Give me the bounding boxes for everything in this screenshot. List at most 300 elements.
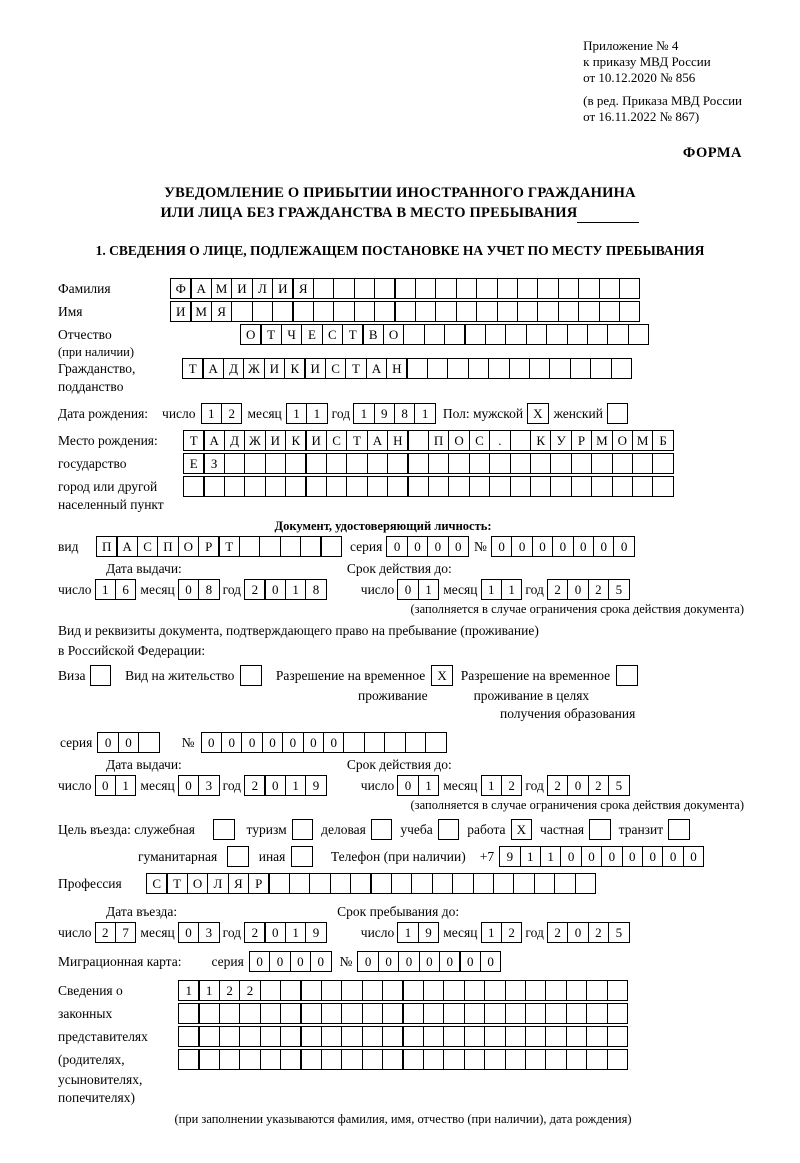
char-cell[interactable] [289, 873, 311, 894]
char-cell[interactable]: 9 [305, 922, 327, 943]
char-cell[interactable] [260, 1026, 282, 1047]
char-cell[interactable] [350, 873, 372, 894]
char-cell[interactable]: 0 [282, 732, 304, 753]
char-cell[interactable] [364, 732, 386, 753]
char-cell[interactable]: 2 [239, 980, 261, 1001]
char-cell[interactable] [402, 1026, 424, 1047]
char-cell[interactable]: 1 [481, 579, 503, 600]
char-cell[interactable] [423, 1026, 445, 1047]
char-cell[interactable] [566, 1049, 588, 1070]
char-cell[interactable] [587, 324, 609, 345]
char-cell[interactable]: А [190, 278, 212, 299]
char-cell[interactable]: К [285, 430, 307, 451]
char-cell[interactable] [485, 324, 507, 345]
char-cell[interactable]: П [428, 430, 450, 451]
char-cell[interactable] [545, 980, 567, 1001]
entry-year-input[interactable] [244, 922, 327, 943]
char-cell[interactable] [464, 1026, 486, 1047]
char-cell[interactable]: 0 [448, 536, 470, 557]
char-cell[interactable] [354, 301, 376, 322]
char-cell[interactable]: 0 [397, 579, 419, 600]
char-cell[interactable] [260, 1049, 282, 1070]
char-cell[interactable]: Т [166, 873, 188, 894]
char-cell[interactable] [231, 301, 253, 322]
char-cell[interactable]: 1 [540, 846, 562, 867]
char-cell[interactable]: Т [342, 324, 364, 345]
char-cell[interactable] [534, 873, 556, 894]
char-cell[interactable]: Т [260, 324, 282, 345]
char-cell[interactable] [300, 1026, 322, 1047]
char-cell[interactable] [260, 980, 282, 1001]
char-cell[interactable] [443, 1049, 465, 1070]
char-cell[interactable]: 2 [547, 922, 569, 943]
char-cell[interactable] [484, 1003, 506, 1024]
char-cell[interactable] [464, 1049, 486, 1070]
char-cell[interactable]: Ч [281, 324, 303, 345]
char-cell[interactable]: 1 [285, 922, 307, 943]
char-cell[interactable]: 2 [221, 403, 243, 424]
char-cell[interactable] [525, 980, 547, 1001]
char-cell[interactable]: 0 [357, 951, 379, 972]
char-cell[interactable] [575, 873, 597, 894]
char-cell[interactable] [244, 453, 266, 474]
char-cell[interactable]: 0 [419, 951, 441, 972]
char-cell[interactable]: 2 [547, 579, 569, 600]
char-cell[interactable]: 8 [305, 579, 327, 600]
char-cell[interactable] [549, 358, 571, 379]
char-cell[interactable]: 9 [305, 775, 327, 796]
char-cell[interactable]: 0 [480, 951, 502, 972]
char-cell[interactable] [362, 1026, 384, 1047]
char-cell[interactable] [489, 476, 511, 497]
char-cell[interactable]: Т [183, 430, 205, 451]
char-cell[interactable]: 0 [398, 951, 420, 972]
temp-residence-checkbox[interactable]: X [431, 665, 453, 686]
char-cell[interactable] [402, 1003, 424, 1024]
char-cell[interactable] [362, 1049, 384, 1070]
char-cell[interactable]: Ф [170, 278, 192, 299]
stay-valid-month-input[interactable] [481, 775, 523, 796]
char-cell[interactable]: 8 [198, 579, 220, 600]
char-cell[interactable]: О [240, 324, 262, 345]
char-cell[interactable]: 9 [418, 922, 440, 943]
char-cell[interactable]: 0 [178, 775, 200, 796]
stay-valid-day-input[interactable] [397, 775, 439, 796]
char-cell[interactable] [619, 301, 641, 322]
char-cell[interactable] [183, 476, 205, 497]
char-cell[interactable] [652, 453, 674, 474]
char-cell[interactable]: С [322, 324, 344, 345]
char-cell[interactable]: О [612, 430, 634, 451]
char-cell[interactable] [326, 453, 348, 474]
char-cell[interactable]: К [530, 430, 552, 451]
entry-to-year-input[interactable] [547, 922, 630, 943]
char-cell[interactable]: 0 [491, 536, 513, 557]
char-cell[interactable]: 2 [95, 922, 117, 943]
char-cell[interactable] [239, 1003, 261, 1024]
char-cell[interactable] [239, 536, 261, 557]
char-cell[interactable] [285, 476, 307, 497]
char-cell[interactable] [423, 1003, 445, 1024]
char-cell[interactable] [305, 453, 327, 474]
char-cell[interactable] [493, 873, 515, 894]
char-cell[interactable]: С [146, 873, 168, 894]
char-cell[interactable] [343, 732, 365, 753]
char-cell[interactable] [632, 453, 654, 474]
char-cell[interactable]: 0 [264, 922, 286, 943]
char-cell[interactable]: 0 [178, 922, 200, 943]
char-cell[interactable] [505, 1026, 527, 1047]
char-cell[interactable] [526, 324, 548, 345]
char-cell[interactable]: . [489, 430, 511, 451]
char-cell[interactable] [411, 873, 433, 894]
char-cell[interactable]: 9 [374, 403, 396, 424]
char-cell[interactable] [510, 430, 532, 451]
representatives-line-2-input[interactable] [178, 1003, 628, 1024]
char-cell[interactable] [578, 301, 600, 322]
char-cell[interactable] [444, 324, 466, 345]
char-cell[interactable] [468, 358, 490, 379]
char-cell[interactable]: 1 [481, 922, 503, 943]
char-cell[interactable] [473, 873, 495, 894]
char-cell[interactable]: 1 [285, 775, 307, 796]
char-cell[interactable] [599, 301, 621, 322]
char-cell[interactable]: 1 [414, 403, 436, 424]
char-cell[interactable]: 1 [520, 846, 542, 867]
char-cell[interactable]: 1 [286, 403, 308, 424]
char-cell[interactable] [586, 980, 608, 1001]
char-cell[interactable]: 0 [178, 579, 200, 600]
char-cell[interactable]: Р [198, 536, 220, 557]
char-cell[interactable]: 5 [608, 922, 630, 943]
char-cell[interactable]: Т [346, 430, 368, 451]
purpose-service-checkbox[interactable] [213, 819, 235, 840]
char-cell[interactable] [292, 301, 314, 322]
char-cell[interactable] [428, 453, 450, 474]
char-cell[interactable] [632, 476, 654, 497]
char-cell[interactable] [424, 324, 446, 345]
char-cell[interactable] [525, 1026, 547, 1047]
char-cell[interactable]: 0 [118, 732, 140, 753]
char-cell[interactable] [488, 358, 510, 379]
residence-permit-checkbox[interactable] [240, 665, 262, 686]
char-cell[interactable]: 0 [221, 732, 243, 753]
purpose-other-checkbox[interactable] [291, 846, 313, 867]
identity-series-input[interactable] [386, 536, 469, 557]
char-cell[interactable] [362, 980, 384, 1001]
char-cell[interactable] [259, 536, 281, 557]
char-cell[interactable]: 0 [269, 951, 291, 972]
char-cell[interactable] [513, 873, 535, 894]
stay-series-input[interactable] [97, 732, 159, 753]
char-cell[interactable]: 0 [201, 732, 223, 753]
visa-checkbox[interactable] [90, 665, 112, 686]
char-cell[interactable] [382, 1003, 404, 1024]
char-cell[interactable] [374, 301, 396, 322]
char-cell[interactable]: 1 [418, 579, 440, 600]
char-cell[interactable] [138, 732, 160, 753]
char-cell[interactable] [224, 453, 246, 474]
char-cell[interactable] [374, 278, 396, 299]
char-cell[interactable]: З [203, 453, 225, 474]
char-cell[interactable] [448, 453, 470, 474]
char-cell[interactable] [509, 358, 531, 379]
char-cell[interactable] [387, 453, 409, 474]
char-cell[interactable]: 0 [95, 775, 117, 796]
char-cell[interactable]: 1 [501, 579, 523, 600]
char-cell[interactable] [341, 980, 363, 1001]
char-cell[interactable] [529, 358, 551, 379]
char-cell[interactable] [505, 324, 527, 345]
char-cell[interactable] [239, 1026, 261, 1047]
char-cell[interactable]: 0 [323, 732, 345, 753]
char-cell[interactable]: 0 [407, 536, 429, 557]
char-cell[interactable] [427, 358, 449, 379]
char-cell[interactable] [382, 980, 404, 1001]
char-cell[interactable] [484, 1049, 506, 1070]
char-cell[interactable] [546, 324, 568, 345]
char-cell[interactable]: Ж [243, 358, 265, 379]
surname-input[interactable] [170, 278, 640, 299]
identity-issue-month-input[interactable] [178, 579, 220, 600]
purpose-tourism-checkbox[interactable] [292, 819, 314, 840]
char-cell[interactable]: 1 [198, 980, 220, 1001]
char-cell[interactable] [464, 324, 486, 345]
char-cell[interactable] [384, 732, 406, 753]
char-cell[interactable] [476, 278, 498, 299]
char-cell[interactable]: Л [252, 278, 274, 299]
char-cell[interactable]: Ж [244, 430, 266, 451]
sex-male-checkbox[interactable]: X [527, 403, 549, 424]
char-cell[interactable] [423, 1049, 445, 1070]
char-cell[interactable]: О [178, 536, 200, 557]
char-cell[interactable]: И [231, 278, 253, 299]
char-cell[interactable]: 0 [427, 536, 449, 557]
char-cell[interactable]: Л [207, 873, 229, 894]
char-cell[interactable]: А [367, 430, 389, 451]
char-cell[interactable]: Е [183, 453, 205, 474]
char-cell[interactable]: 2 [501, 775, 523, 796]
char-cell[interactable] [320, 536, 342, 557]
char-cell[interactable]: Б [652, 430, 674, 451]
char-cell[interactable]: Я [211, 301, 233, 322]
purpose-business-checkbox[interactable] [371, 819, 393, 840]
char-cell[interactable] [456, 301, 478, 322]
char-cell[interactable]: И [170, 301, 192, 322]
char-cell[interactable] [432, 873, 454, 894]
char-cell[interactable]: И [265, 430, 287, 451]
char-cell[interactable]: А [203, 430, 225, 451]
char-cell[interactable] [354, 278, 376, 299]
char-cell[interactable]: Р [248, 873, 270, 894]
char-cell[interactable] [452, 873, 474, 894]
char-cell[interactable]: 1 [353, 403, 375, 424]
char-cell[interactable] [619, 278, 641, 299]
char-cell[interactable] [545, 1049, 567, 1070]
char-cell[interactable] [652, 476, 674, 497]
char-cell[interactable]: 0 [601, 846, 623, 867]
char-cell[interactable] [586, 1026, 608, 1047]
char-cell[interactable]: 0 [262, 732, 284, 753]
char-cell[interactable]: 2 [588, 922, 610, 943]
char-cell[interactable] [607, 1003, 629, 1024]
char-cell[interactable] [611, 358, 633, 379]
char-cell[interactable] [425, 732, 447, 753]
char-cell[interactable] [178, 1003, 200, 1024]
name-input[interactable] [170, 301, 640, 322]
char-cell[interactable] [280, 1049, 302, 1070]
char-cell[interactable]: 0 [683, 846, 705, 867]
char-cell[interactable]: Т [182, 358, 204, 379]
char-cell[interactable] [300, 1049, 322, 1070]
char-cell[interactable] [443, 980, 465, 1001]
stay-issue-year-input[interactable] [244, 775, 327, 796]
char-cell[interactable]: П [157, 536, 179, 557]
char-cell[interactable]: Н [386, 358, 408, 379]
char-cell[interactable] [321, 1049, 343, 1070]
birthplace-line-3-input[interactable] [183, 476, 674, 497]
char-cell[interactable]: 0 [567, 579, 589, 600]
char-cell[interactable] [505, 1049, 527, 1070]
char-cell[interactable] [607, 1049, 629, 1070]
char-cell[interactable] [517, 278, 539, 299]
identity-valid-day-input[interactable] [397, 579, 439, 600]
purpose-transit-checkbox[interactable] [668, 819, 690, 840]
char-cell[interactable] [402, 1049, 424, 1070]
char-cell[interactable] [406, 358, 428, 379]
char-cell[interactable]: М [591, 430, 613, 451]
char-cell[interactable] [407, 453, 429, 474]
char-cell[interactable] [469, 453, 491, 474]
char-cell[interactable]: Я [292, 278, 314, 299]
char-cell[interactable]: 0 [532, 536, 554, 557]
char-cell[interactable] [178, 1049, 200, 1070]
stay-number-input[interactable] [201, 732, 447, 753]
stay-valid-year-input[interactable] [547, 775, 630, 796]
char-cell[interactable] [268, 873, 290, 894]
char-cell[interactable] [402, 980, 424, 1001]
char-cell[interactable]: А [202, 358, 224, 379]
char-cell[interactable]: 5 [608, 579, 630, 600]
identity-issue-year-input[interactable] [244, 579, 327, 600]
char-cell[interactable] [510, 453, 532, 474]
char-cell[interactable] [443, 1026, 465, 1047]
char-cell[interactable] [456, 278, 478, 299]
birth-day-input[interactable] [201, 403, 243, 424]
char-cell[interactable] [265, 453, 287, 474]
char-cell[interactable] [219, 1049, 241, 1070]
char-cell[interactable]: 1 [201, 403, 223, 424]
char-cell[interactable] [599, 278, 621, 299]
char-cell[interactable]: Т [218, 536, 240, 557]
char-cell[interactable] [554, 873, 576, 894]
char-cell[interactable] [224, 476, 246, 497]
char-cell[interactable] [326, 476, 348, 497]
char-cell[interactable] [178, 1026, 200, 1047]
char-cell[interactable] [525, 1003, 547, 1024]
entry-to-month-input[interactable] [481, 922, 523, 943]
char-cell[interactable] [280, 1003, 302, 1024]
char-cell[interactable] [387, 476, 409, 497]
char-cell[interactable] [260, 1003, 282, 1024]
char-cell[interactable] [367, 476, 389, 497]
char-cell[interactable]: 0 [264, 775, 286, 796]
char-cell[interactable] [203, 476, 225, 497]
char-cell[interactable] [333, 278, 355, 299]
char-cell[interactable] [198, 1049, 220, 1070]
char-cell[interactable]: А [116, 536, 138, 557]
char-cell[interactable] [300, 1003, 322, 1024]
char-cell[interactable]: Е [301, 324, 323, 345]
char-cell[interactable]: Р [571, 430, 593, 451]
char-cell[interactable]: 2 [244, 775, 266, 796]
char-cell[interactable]: Я [228, 873, 250, 894]
char-cell[interactable] [558, 278, 580, 299]
char-cell[interactable] [280, 1026, 302, 1047]
char-cell[interactable] [309, 873, 331, 894]
char-cell[interactable] [517, 301, 539, 322]
char-cell[interactable] [530, 476, 552, 497]
char-cell[interactable] [505, 980, 527, 1001]
char-cell[interactable]: О [187, 873, 209, 894]
char-cell[interactable]: 1 [115, 775, 137, 796]
char-cell[interactable] [280, 536, 302, 557]
identity-valid-year-input[interactable] [547, 579, 630, 600]
char-cell[interactable] [300, 980, 322, 1001]
char-cell[interactable]: 1 [481, 775, 503, 796]
char-cell[interactable] [447, 358, 469, 379]
identity-number-input[interactable] [491, 536, 635, 557]
citizenship-input[interactable] [182, 358, 632, 379]
char-cell[interactable]: 2 [244, 579, 266, 600]
char-cell[interactable]: У [550, 430, 572, 451]
char-cell[interactable]: М [632, 430, 654, 451]
entry-day-input[interactable] [95, 922, 137, 943]
char-cell[interactable]: М [190, 301, 212, 322]
char-cell[interactable] [545, 1026, 567, 1047]
char-cell[interactable] [321, 1026, 343, 1047]
char-cell[interactable] [497, 278, 519, 299]
char-cell[interactable] [550, 453, 572, 474]
char-cell[interactable]: 2 [501, 922, 523, 943]
char-cell[interactable] [497, 301, 519, 322]
char-cell[interactable] [586, 1003, 608, 1024]
char-cell[interactable]: 3 [198, 775, 220, 796]
char-cell[interactable]: С [325, 358, 347, 379]
char-cell[interactable] [367, 453, 389, 474]
char-cell[interactable]: 1 [285, 579, 307, 600]
char-cell[interactable]: В [362, 324, 384, 345]
char-cell[interactable] [415, 301, 437, 322]
char-cell[interactable]: 5 [608, 775, 630, 796]
entry-month-input[interactable] [178, 922, 220, 943]
char-cell[interactable] [607, 1026, 629, 1047]
char-cell[interactable] [578, 278, 600, 299]
char-cell[interactable]: С [137, 536, 159, 557]
char-cell[interactable] [285, 453, 307, 474]
char-cell[interactable]: 0 [397, 775, 419, 796]
birthplace-line-2-input[interactable] [183, 453, 674, 474]
char-cell[interactable] [469, 476, 491, 497]
char-cell[interactable] [612, 453, 634, 474]
char-cell[interactable] [570, 358, 592, 379]
birth-month-input[interactable] [286, 403, 328, 424]
representatives-line-3-input[interactable] [178, 1026, 628, 1047]
char-cell[interactable] [567, 324, 589, 345]
char-cell[interactable]: 0 [378, 951, 400, 972]
char-cell[interactable] [407, 430, 429, 451]
purpose-work-checkbox[interactable]: X [511, 819, 533, 840]
